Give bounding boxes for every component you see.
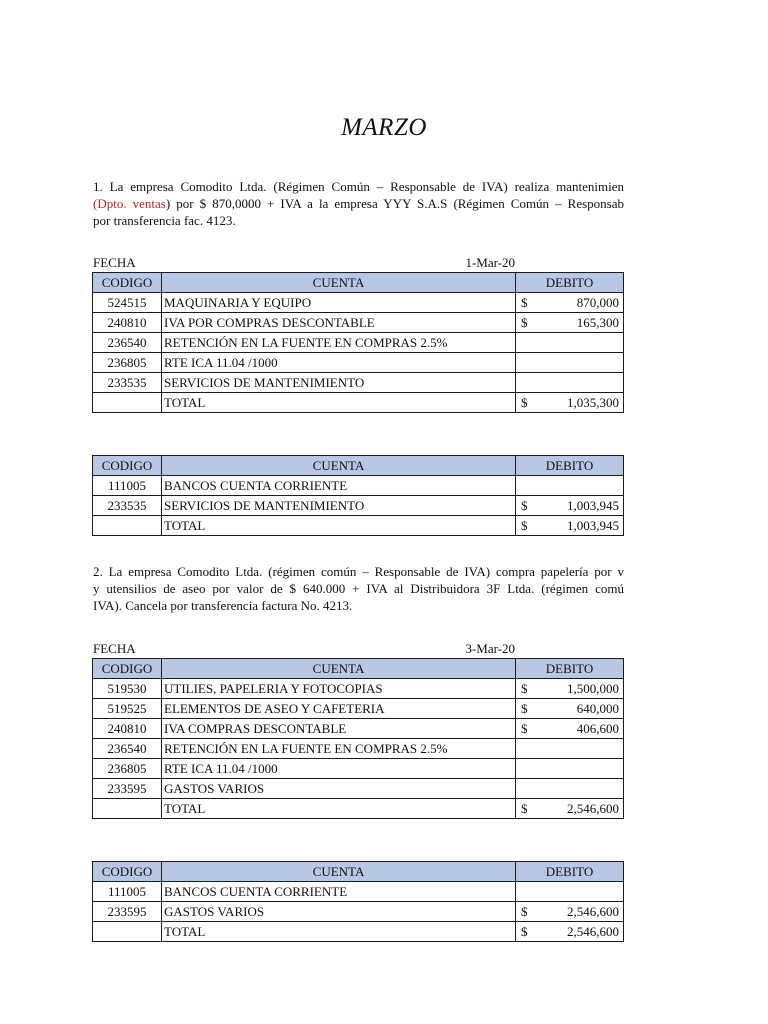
debit-amount: 2,546,600 [567, 924, 619, 939]
currency-symbol: $ [521, 681, 528, 696]
total-label: TOTAL [162, 922, 516, 942]
table-row [93, 882, 624, 902]
table-row [93, 476, 624, 496]
table-row [93, 333, 624, 353]
debit-cell [516, 679, 624, 699]
total-label: TOTAL [162, 393, 516, 413]
debit-cell [516, 759, 624, 779]
account-code: 240810 [93, 719, 162, 739]
highlighted-text: (Dpto. ventas [93, 196, 166, 211]
account-code: 233535 [93, 373, 162, 393]
account-name: MAQUINARIA Y EQUIPO [162, 293, 516, 313]
statement-line: y utensilios de aseo por valor de $ 640.000 + IVA al Distribuidora 3F Ltda. (régimen comú [93, 581, 624, 596]
total-row [93, 393, 624, 413]
debit-cell [516, 779, 624, 799]
account-name: GASTOS VARIOS [162, 902, 516, 922]
column-header-debito: DEBITO [516, 659, 624, 679]
statement-text: ) por $ 870,0000 + IVA a la empresa YYY S.A.S (Régimen Común – Responsab [165, 196, 624, 211]
debit-amount: 2,546,600 [567, 904, 619, 919]
total-label: TOTAL [162, 516, 516, 536]
debit-cell [516, 476, 624, 496]
statement-line [93, 195, 624, 212]
account-name: RTE ICA 11.04 /1000 [162, 353, 516, 373]
debit-cell [516, 922, 624, 942]
account-name: IVA COMPRAS DESCONTABLE [162, 719, 516, 739]
table-row [93, 779, 624, 799]
account-name: GASTOS VARIOS [162, 779, 516, 799]
currency-symbol: $ [521, 801, 528, 816]
column-header-debito: DEBITO [516, 456, 624, 476]
debit-cell [516, 719, 624, 739]
debit-cell [516, 516, 624, 536]
debit-amount: 640,000 [576, 701, 619, 716]
currency-symbol: $ [521, 518, 528, 533]
debit-cell [516, 882, 624, 902]
table-row [93, 902, 624, 922]
account-code: 524515 [93, 293, 162, 313]
account-code: 233595 [93, 902, 162, 922]
statement-line: 2. La empresa Comodito Ltda. (régimen común – Responsable de IVA) compra papelería por v [93, 564, 624, 579]
column-header-cuenta: CUENTA [162, 456, 516, 476]
date-label: FECHA [93, 255, 136, 270]
table-row [93, 719, 624, 739]
table-header-row [93, 273, 624, 293]
account-code: 111005 [93, 882, 162, 902]
column-header-codigo: CODIGO [93, 862, 162, 882]
debit-cell [516, 293, 624, 313]
account-code: 236805 [93, 759, 162, 779]
column-header-cuenta: CUENTA [162, 862, 516, 882]
exercise-2-statement [93, 563, 624, 614]
total-label: TOTAL [162, 799, 516, 819]
journal-table [92, 658, 624, 819]
account-code: 236540 [93, 739, 162, 759]
debit-amount: 1,035,300 [567, 395, 619, 410]
debit-amount: 165,300 [576, 315, 619, 330]
account-name: SERVICIOS DE MANTENIMIENTO [162, 373, 516, 393]
account-name: RETENCIÓN EN LA FUENTE EN COMPRAS 2.5% [162, 739, 516, 759]
account-name: BANCOS CUENTA CORRIENTE [162, 882, 516, 902]
empty-code-cell [93, 393, 162, 413]
debit-cell [516, 496, 624, 516]
column-header-cuenta: CUENTA [162, 659, 516, 679]
column-header-debito: DEBITO [516, 862, 624, 882]
column-header-codigo: CODIGO [93, 273, 162, 293]
table-row [93, 759, 624, 779]
table-header-row [93, 862, 624, 882]
total-row [93, 516, 624, 536]
currency-symbol: $ [521, 395, 528, 410]
currency-symbol: $ [521, 295, 528, 310]
account-name: SERVICIOS DE MANTENIMIENTO [162, 496, 516, 516]
total-row [93, 799, 624, 819]
total-row [93, 922, 624, 942]
statement-line: por transferencia fac. 4123. [93, 213, 236, 228]
account-code: 236540 [93, 333, 162, 353]
table-row [93, 496, 624, 516]
debit-cell [516, 799, 624, 819]
statement-line: 1. La empresa Comodito Ltda. (Régimen Común – Responsable de IVA) realiza mantenimien [93, 179, 624, 194]
column-header-codigo: CODIGO [93, 659, 162, 679]
journal-table [92, 455, 624, 536]
debit-cell [516, 393, 624, 413]
column-header-debito: DEBITO [516, 273, 624, 293]
empty-code-cell [93, 516, 162, 536]
table-header-row [93, 456, 624, 476]
account-name: RETENCIÓN EN LA FUENTE EN COMPRAS 2.5% [162, 333, 516, 353]
account-name: ELEMENTOS DE ASEO Y CAFETERIA [162, 699, 516, 719]
empty-code-cell [93, 922, 162, 942]
exercise-1-statement [93, 178, 624, 229]
account-code: 519530 [93, 679, 162, 699]
date-label: FECHA [93, 641, 136, 656]
debit-cell [516, 313, 624, 333]
column-header-codigo: CODIGO [93, 456, 162, 476]
journal-table [92, 272, 624, 413]
currency-symbol: $ [521, 721, 528, 736]
account-name: IVA POR COMPRAS DESCONTABLE [162, 313, 516, 333]
date-value: 1-Mar-20 [465, 255, 515, 270]
account-code: 519525 [93, 699, 162, 719]
debit-amount: 2,546,600 [567, 801, 619, 816]
debit-amount: 406,600 [576, 721, 619, 736]
account-name: BANCOS CUENTA CORRIENTE [162, 476, 516, 496]
account-name: UTILIES, PAPELERIA Y FOTOCOPIAS [162, 679, 516, 699]
table-row [93, 739, 624, 759]
journal-table [92, 861, 624, 942]
table-row [93, 353, 624, 373]
debit-cell [516, 353, 624, 373]
debit-amount: 1,003,945 [567, 518, 619, 533]
debit-cell [516, 739, 624, 759]
table-row [93, 699, 624, 719]
page-title: MARZO [341, 114, 427, 141]
currency-symbol: $ [521, 904, 528, 919]
currency-symbol: $ [521, 315, 528, 330]
empty-code-cell [93, 799, 162, 819]
table-row [93, 373, 624, 393]
statement-line: IVA). Cancela por transferencia factura No. 4213. [93, 598, 353, 613]
account-name: RTE ICA 11.04 /1000 [162, 759, 516, 779]
debit-amount: 1,500,000 [567, 681, 619, 696]
debit-cell [516, 902, 624, 922]
column-header-cuenta: CUENTA [162, 273, 516, 293]
account-code: 233535 [93, 496, 162, 516]
debit-amount: 1,003,945 [567, 498, 619, 513]
debit-cell [516, 373, 624, 393]
date-value: 3-Mar-20 [465, 641, 515, 656]
table-header-row [93, 659, 624, 679]
currency-symbol: $ [521, 701, 528, 716]
table-row [93, 293, 624, 313]
account-code: 240810 [93, 313, 162, 333]
debit-cell [516, 699, 624, 719]
debit-amount: 870,000 [576, 295, 619, 310]
table-row [93, 313, 624, 333]
account-code: 233595 [93, 779, 162, 799]
currency-symbol: $ [521, 924, 528, 939]
currency-symbol: $ [521, 498, 528, 513]
account-code: 236805 [93, 353, 162, 373]
debit-cell [516, 333, 624, 353]
account-code: 111005 [93, 476, 162, 496]
table-row [93, 679, 624, 699]
